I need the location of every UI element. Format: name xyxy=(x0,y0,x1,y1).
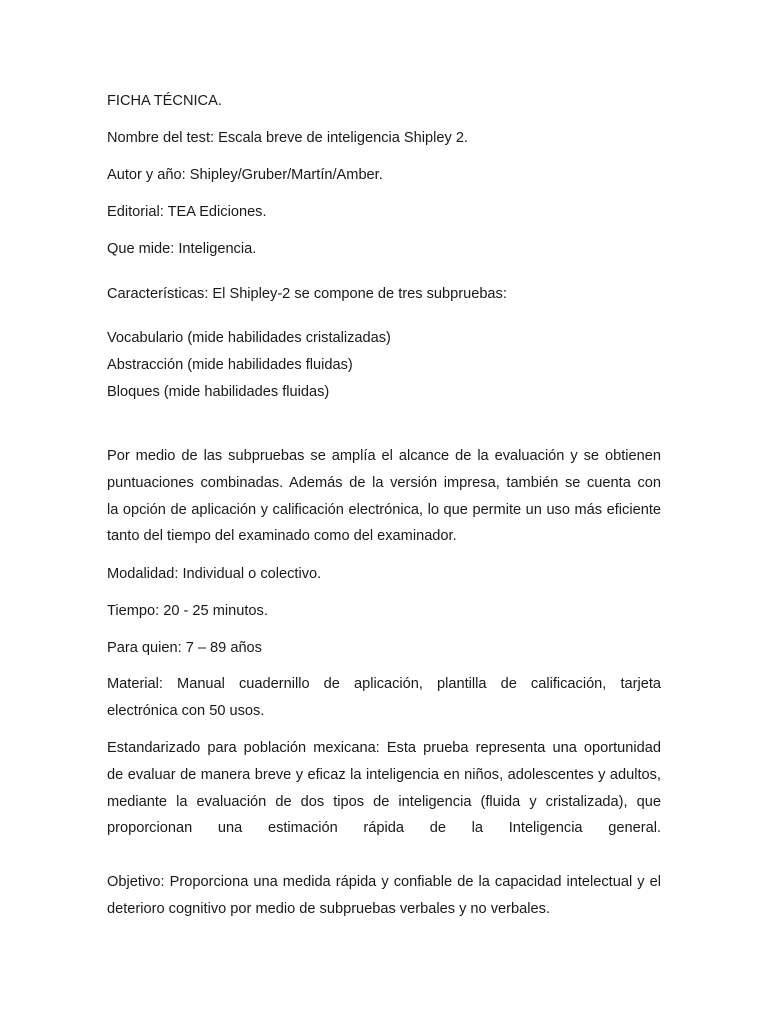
paragraph-line: Por medio de las subpruebas se amplía el alcance de la evaluación y se obtienen xyxy=(107,448,661,464)
material-paragraph xyxy=(107,671,661,725)
paragraph-line: Material: Manual cuadernillo de aplicación, plantilla de calificación, tarjeta xyxy=(107,676,661,692)
paragraph-line: Objetivo: Proporciona una medida rápida y confiable de la capacidad intelectual y el xyxy=(107,874,661,890)
characteristics: Características: El Shipley-2 se compone de tres subpruebas: xyxy=(107,286,507,302)
duration: Tiempo: 20 - 25 minutos. xyxy=(107,603,268,619)
paragraph-line: tanto del tiempo del examinado como del examinador. xyxy=(107,528,457,545)
description-paragraph xyxy=(107,443,661,550)
paragraph-line: proporcionan una estimación rápida de la Inteligencia general. xyxy=(107,820,661,837)
subtest-item: Abstracción (mide habilidades fluidas) xyxy=(107,357,353,373)
document-title: FICHA TÉCNICA. xyxy=(107,93,222,109)
modality: Modalidad: Individual o colectivo. xyxy=(107,566,322,582)
paragraph-line: deterioro cognitivo por medio de subpruebas verbales y no verbales. xyxy=(107,900,550,917)
target-age: Para quien: 7 – 89 años xyxy=(107,640,262,656)
objective-paragraph xyxy=(107,869,661,923)
paragraph-line: la opción de aplicación y calificación electrónica, lo que permite un uso más eficiente xyxy=(107,501,661,518)
measures: Que mide: Inteligencia. xyxy=(107,241,257,257)
paragraph-line: Estandarizado para población mexicana: Esta prueba representa una oportunidad xyxy=(107,740,661,756)
paragraph-line: puntuaciones combinadas. Además de la versión impresa, también se cuenta con xyxy=(107,474,661,491)
author-year: Autor y año: Shipley/Gruber/Martín/Amber. xyxy=(107,167,383,183)
publisher: Editorial: TEA Ediciones. xyxy=(107,204,267,220)
paragraph-line: de evaluar de manera breve y eficaz la inteligencia en niños, adolescentes y adultos, xyxy=(107,766,661,783)
test-name: Nombre del test: Escala breve de inteligencia Shipley 2. xyxy=(107,130,468,146)
subtest-item: Vocabulario (mide habilidades cristalizadas) xyxy=(107,330,391,346)
paragraph-line: mediante la evaluación de dos tipos de inteligencia (fluida y cristalizada), que xyxy=(107,793,661,810)
paragraph-line: electrónica con 50 usos. xyxy=(107,702,265,719)
subtest-item: Bloques (mide habilidades fluidas) xyxy=(107,384,330,400)
standardization-paragraph xyxy=(107,735,661,842)
